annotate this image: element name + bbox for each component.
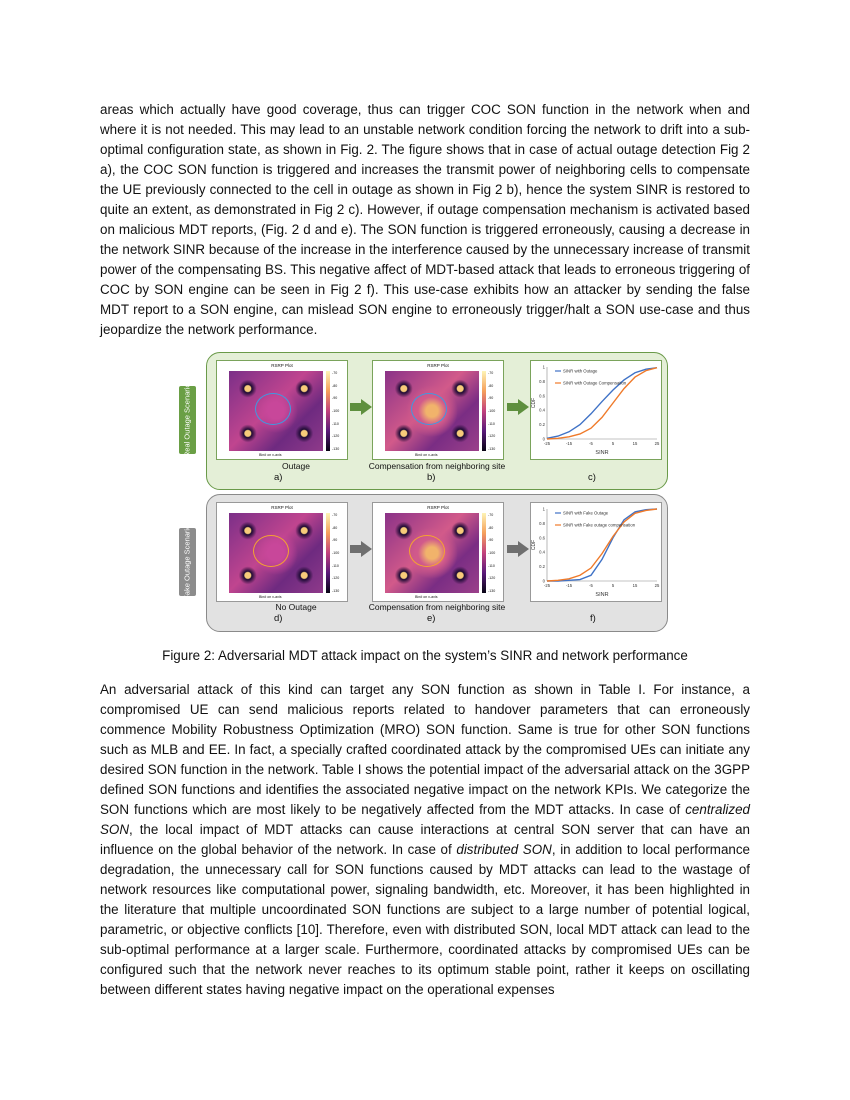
series-line-1	[547, 509, 657, 581]
x-axis-label: SINR	[595, 592, 609, 598]
y-tick-label: 0.2	[539, 564, 545, 570]
legend-label: SINR with Outage Compensation	[563, 380, 627, 386]
colorbar-ticks: -70 -80 -90 -100 -110 -120 -130	[488, 371, 496, 451]
plot-title: RSRP Plot	[427, 505, 449, 510]
legend-label: SINR with Fake outage compensation	[563, 522, 636, 528]
fake-outage-label: Fake Outage Scenario	[179, 528, 196, 596]
panel-c-letter: c)	[588, 472, 596, 483]
cdf-chart-f	[530, 502, 662, 602]
plot-title: RSRP Plot	[271, 363, 293, 368]
cdf-chart-c	[530, 360, 662, 460]
panel-e-caption: Compensation from neighboring site	[368, 602, 506, 612]
x-tick-label: 15	[632, 441, 638, 446]
panel-e-letter: e)	[427, 613, 436, 624]
series-line-1	[547, 368, 657, 439]
x-tick-label: -15	[565, 583, 573, 588]
plot-title: RSRP Plot	[427, 363, 449, 368]
panel-d-caption: No Outage	[275, 602, 317, 612]
y-tick-label: 0.2	[539, 422, 545, 428]
colorbar	[326, 371, 330, 451]
x-axis-label: SINR	[595, 450, 609, 456]
arrow-right-icon	[507, 541, 529, 557]
y-axis-label: CDF	[531, 397, 537, 409]
colorbar-ticks: -70 -80 -90 -100 -110 -120 -130	[488, 513, 496, 593]
cdf-svg	[531, 503, 661, 601]
x-tick-label: 15	[632, 583, 638, 588]
panel-d-letter: d)	[274, 613, 283, 624]
emphasis-distributed-son: distributed SON	[456, 842, 552, 857]
fake-outage-circle-d	[253, 535, 289, 567]
x-tick-label: -25	[543, 441, 551, 446]
y-tick-label: 0.4	[539, 549, 545, 555]
axis-caption: Bin# on x-axis	[415, 453, 438, 457]
legend-label: SINR with Outage	[563, 368, 598, 374]
arrow-right-icon	[350, 399, 372, 415]
colorbar-ticks: -70 -80 -90 -100 -110 -120 -130	[332, 371, 340, 451]
y-tick-label: 1	[542, 364, 545, 370]
y-tick-label: 0.6	[539, 535, 545, 541]
x-tick-label: 25	[654, 583, 660, 588]
y-tick-label: 0	[542, 436, 545, 442]
body-paragraph-2: An adversarial attack of this kind can target any SON function as shown in Table I. For instance, a compromised UE can send malicious reports related to handover parameters that can erroneously commence Mobility Robustness Optimization (MRO) SON function. Same is true for other SON functions such as MLB and EE. In fact, a specially crafted coordinated attack by the compromised UEs can initiate any desired SON function in the network. Table I shows the potential impact of the adversarial attack on the 3GPP defined SON functions and identifies the associated negative impact on the network KPIs. We categorize the SON functions which are most likely to be negatively affected from the MDT attacks. In case of centralized SON, the local impact of MDT attacks can cause interactions at central SON server that can have an influence on the global behavior of the network. In case of distributed SON, in addition to local performance degradation, the unnecessary call for SON functions caused by MDT attacks can lead to the wastage of network resources like computational power, signaling bandwidth, etc. Moreover, it has been highlighted in the literature that multiple uncoordinated SON functions are subject to a large number of potential logical, parametric, or objective conflicts [10]. Therefore, even with distributed SON, local MDT attack can lead to the sub-optimal performance at a larger scale. Furthermore, coordinated attacks by compromised UEs can be configured such that the network never reaches to its optimum stable point, rather it keeps on oscillating between different states having negative impact on the operational expenses	[100, 682, 750, 997]
arrow-right-icon	[507, 399, 529, 415]
y-tick-label: 0	[542, 578, 545, 584]
axis-caption: Bin# on x-axis	[259, 595, 282, 599]
legend-label: SINR with Fake Outage	[563, 510, 609, 516]
figure-caption: Figure 2: Adversarial MDT attack impact on the system’s SINR and network performance	[162, 648, 688, 663]
colorbar	[482, 513, 486, 593]
y-tick-label: 0.8	[539, 378, 545, 384]
outage-circle-a	[255, 393, 291, 425]
y-tick-label: 0.4	[539, 407, 545, 413]
arrow-right-icon	[350, 541, 372, 557]
panel-b-caption: Compensation from neighboring site	[368, 461, 506, 471]
emphasis-centralized-son: centralized SON	[100, 802, 750, 837]
y-tick-label: 1	[542, 506, 545, 512]
axis-caption: Bin# on x-axis	[415, 595, 438, 599]
axis-caption: Bin# on x-axis	[259, 453, 282, 457]
x-tick-label: 25	[654, 441, 660, 446]
panel-a-caption: Outage	[282, 461, 310, 471]
rsrp-plot-d	[216, 502, 348, 602]
fake-outage-circle-e	[409, 535, 445, 567]
x-tick-label: -5	[589, 583, 593, 588]
x-tick-label: -15	[565, 441, 573, 446]
rsrp-plot-e	[372, 502, 504, 602]
plot-title: RSRP Plot	[271, 505, 293, 510]
panel-a-letter: a)	[274, 472, 283, 483]
y-tick-label: 0.8	[539, 520, 545, 526]
x-tick-label: 5	[611, 441, 615, 446]
panel-b-letter: b)	[427, 472, 436, 483]
series-line-2	[547, 368, 657, 439]
cdf-svg	[531, 361, 661, 459]
x-tick-label: -5	[589, 441, 593, 446]
rsrp-plot-a	[216, 360, 348, 460]
colorbar	[326, 513, 330, 593]
colorbar	[482, 371, 486, 451]
colorbar-ticks: -70 -80 -90 -100 -110 -120 -130	[332, 513, 340, 593]
y-axis-label: CDF	[531, 539, 537, 551]
real-outage-label: Real Outage Scenario	[179, 386, 196, 454]
outage-circle-b	[411, 393, 447, 425]
x-tick-label: 5	[611, 583, 615, 588]
rsrp-plot-b	[372, 360, 504, 460]
x-tick-label: -25	[543, 583, 551, 588]
series-line-2	[547, 509, 657, 581]
panel-f-letter: f)	[590, 613, 596, 624]
body-paragraph-1: areas which actually have good coverage, thus can trigger COC SON function in the network when and where it is not needed. This may lead to an unstable network condition forcing the network to drift into a sub-optimal configuration state, as shown in Fig. 2. The figure shows that in case of actual outage detection Fig 2 a), the COC SON function is triggered and increases the transmit power of neighboring cells to compensate the UE previously connected to the cell in outage as shown in Fig 2 b), hence the system SINR is restored to quite an extent, as demonstrated in Fig 2 c). However, if outage compensation mechanism is activated based on malicious MDT reports, (Fig. 2 d and e). The SON function is triggered erroneously, causing a decrease in the network SINR because of the increase in the interference caused by the unnecessary increase of transmit power of the compensating BS. This negative affect of MDT-based attack that leads to erroneous triggering of COC by SON engine can be seen in Fig 2 f). This use-case exhibits how an attacker by sending the false MDT report to a SON engine, can mislead SON engine to erroneously trigger/halt a SON use-case and thus jeopardize the network performance.	[100, 102, 750, 337]
y-tick-label: 0.6	[539, 393, 545, 399]
